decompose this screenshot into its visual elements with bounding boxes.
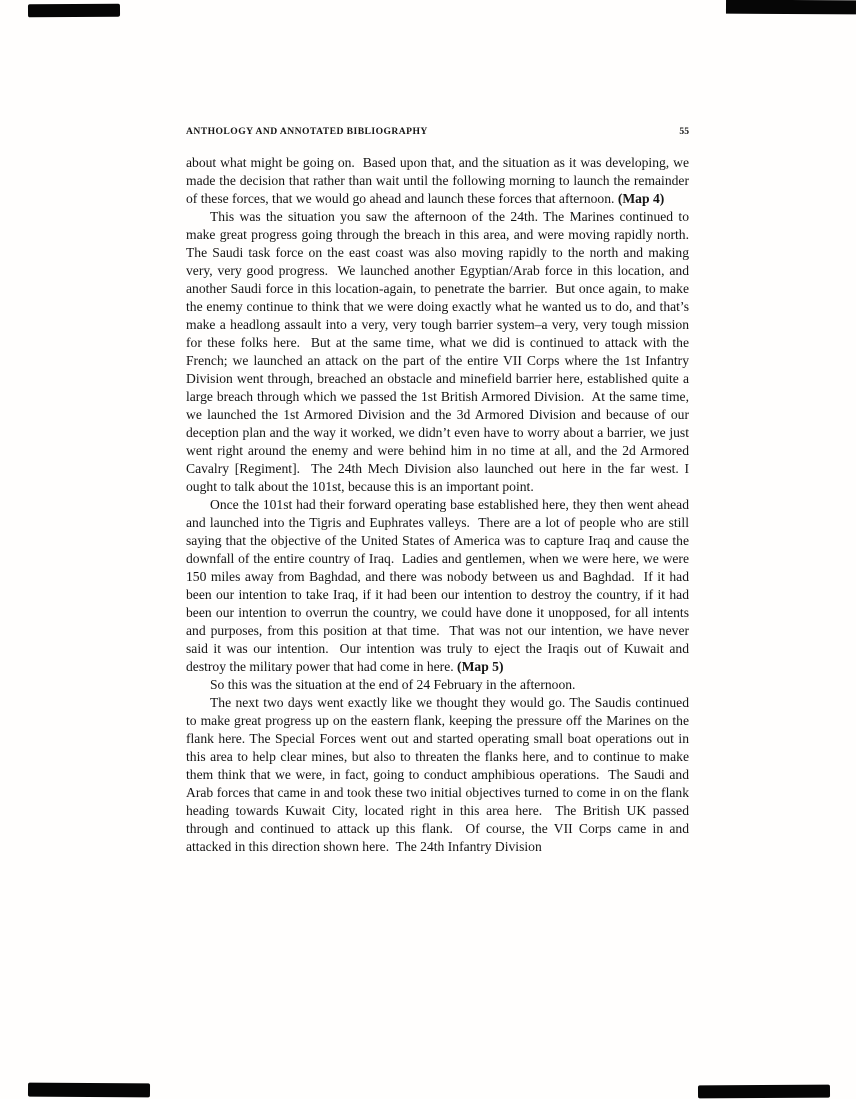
paragraph-text: So this was the situation at the end of 24 February in the afternoon. (210, 677, 576, 692)
paragraph-text: Once the 101st had their forward operating base established here, they then went ahead and launched into the Tigris and Euphrates valleys. There are a lot of people who are still saying that the objective of the United States of America was to capture Iraq and cause the downfall of the entire country of Iraq. Ladies and gentlemen, when we were here, we were 150 miles away from Baghdad, and there was nobody between us and Baghdad. If it had been our intention to take Iraq, if it had been our intention to destroy the country, if it had been our intention to overrun the country, we could have done it unopposed, for all intents and purposes, from this position at that time. That was not our intention, we have never said it was our intention. Our intention was truly to eject the Iraqis out of Kuwait and destroy the military power that had come in here. (186, 497, 693, 674)
paragraph-text: This was the situation you saw the afternoon of the 24th. The Marines continued to make great progress going through the breach in this area, and were moving rapidly north. The Saudi task force on the east coast was also moving rapidly to the north and making very, very good progress. We launched another Egyptian/Arab force in this location, and another Saudi force in this location-again, to penetrate the barrier. But once again, to make the enemy continue to think that we were doing exactly what he wanted us to do, and that’s make a headlong assault into a very, very tough barrier system–a very, very tough mission for these folks here. But at the same time, what we did is continued to attack with the French; we launched an attack on the part of the entire VII Corps where the 1st Infantry Division went through, breached an obstacle and minefield barrier here, established quite a large breach through which we passed the 1st British Armored Division. At the same time, we launched the 1st Armored Division and the 3d Armored Division and because of our deception plan and the way it worked, we didn’t even have to worry about a barrier, we just went right around the enemy and were behind him in no time at all, and the 2d Armored Cavalry [Regiment]. The 24th Mech Division also launched out here in the far west. I ought to talk about the 101st, because this is an important point. (186, 209, 696, 494)
paragraph (186, 154, 693, 208)
header-title: ANTHOLOGY AND ANNOTATED BIBLIOGRAPHY (186, 126, 428, 137)
paragraph (186, 496, 693, 676)
scan-artifact-bottom-right (698, 1085, 830, 1099)
scan-artifact-top-right (726, 0, 856, 14)
paragraph-text: about what might be going on. Based upon that, and the situation as it was developing, we made the decision that rather than wait until the following morning to launch the remainder of these forces, that we would go ahead and launch these forces that afternoon. (186, 155, 693, 206)
paragraph-text: The next two days went exactly like we thought they would go. The Saudis continued to make great progress up on the eastern flank, keeping the pressure off the Marines on the flank here. The Special Forces went out and started operating small boat operations out in this area to help clear mines, but also to threaten the flanks here, and to continue to make them think that we were, in fact, going to conduct amphibious operations. The Saudi and Arab forces that came in and took these two initial objectives turned to come in on the flank heading towards Kuwait City, located right in this area here. The British UK passed through and continued to attack up this flank. Of course, the VII Corps came in and attacked in this direction shown here. The 24th Infantry Division (186, 695, 693, 854)
page-number: 55 (679, 126, 689, 137)
page-body (186, 154, 696, 856)
scan-artifact-top-left (28, 4, 120, 18)
paragraph (186, 208, 696, 496)
map-reference: (Map 5) (457, 659, 504, 674)
paragraph (186, 676, 689, 694)
scan-artifact-bottom-left (28, 1083, 150, 1098)
map-reference: (Map 4) (617, 191, 665, 206)
paragraph (186, 694, 693, 856)
running-header (186, 126, 689, 137)
page-content (186, 126, 696, 856)
